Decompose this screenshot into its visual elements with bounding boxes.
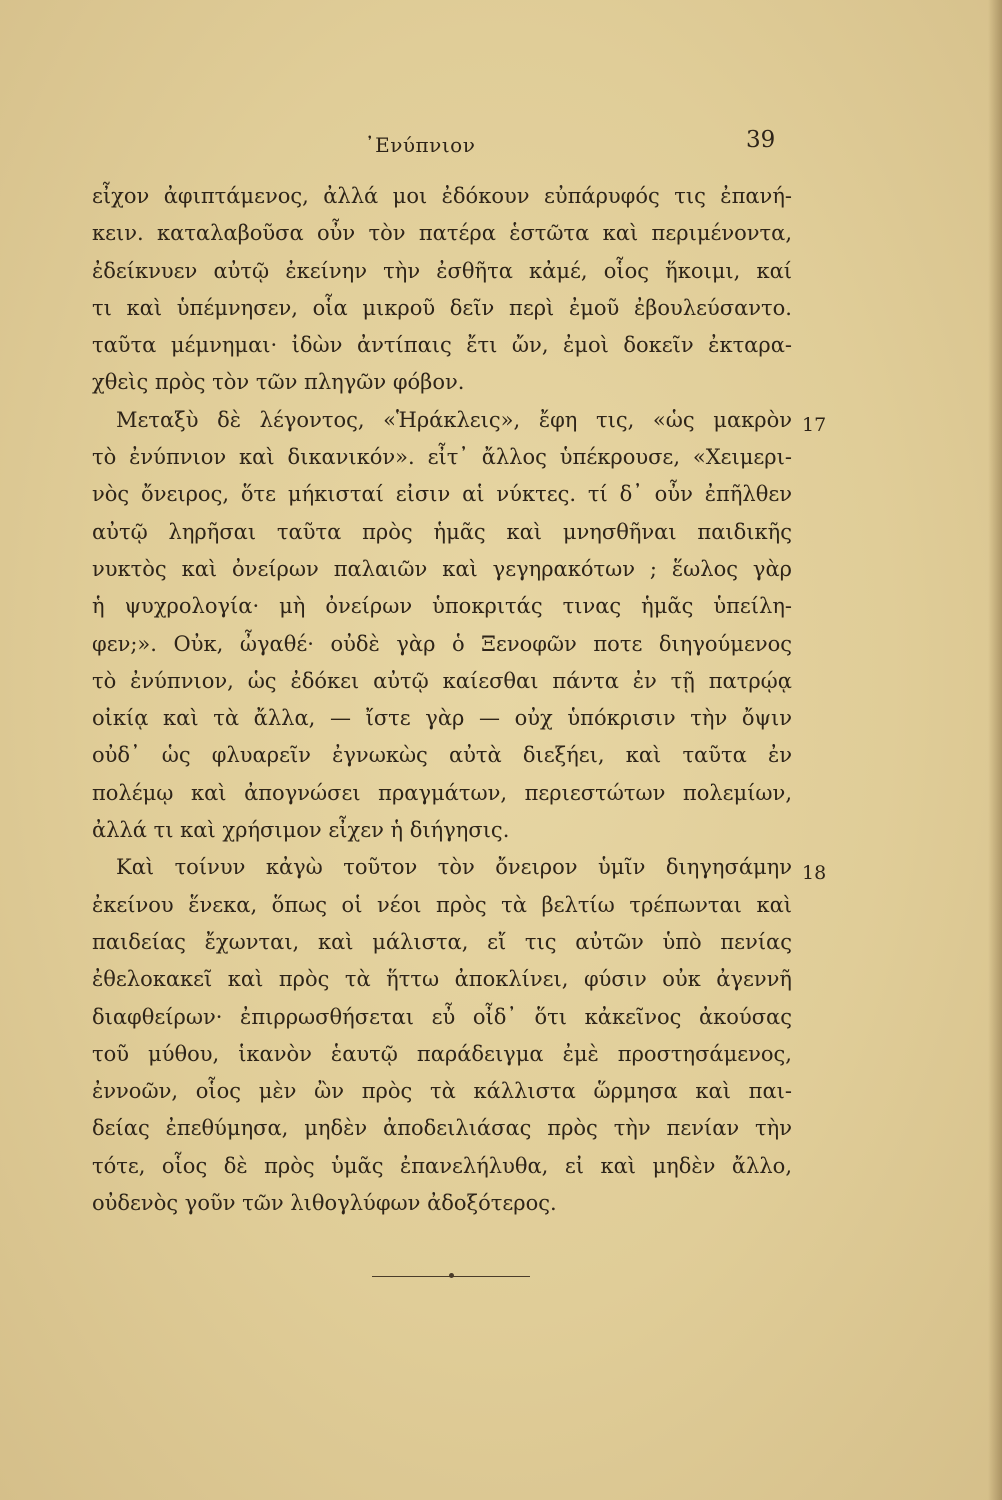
text-line: ἐθελοκακεῖ καὶ πρὸς τὰ ἥττω ἀποκλίνει, φύσιν οὐκ ἀγεννῆ [92,967,792,992]
text-line: Καὶ τοίνυν κἀγὼ τοῦτον τὸν ὄνειρον ὑμῖν διηγησάμην [116,855,792,880]
body-text [92,178,827,1222]
text-line: νὸς ὄνειρος, ὅτε μήκισταί εἰσιν αἱ νύκτες. τί δ᾽ οὖν ἐπῆλθεν [92,482,792,507]
text-line: ταῦτα μέμνημαι· ἰδὼν ἀντίπαις ἔτι ὤν, ἐμοὶ δοκεῖν ἐκταρα- [92,333,792,358]
text-line: τὸ ἐνύπνιον, ὡς ἐδόκει αὐτῷ καίεσθαι πάντα ἐν τῇ πατρῴᾳ [92,668,792,693]
text-line: πολέμῳ καὶ ἀπογνώσει πραγμάτων, περιεστώτων πολεμίων, [92,780,792,805]
text-line: τότε, οἷος δὲ πρὸς ὑμᾶς ἐπανελήλυθα, εἰ καὶ μηδὲν ἄλλο, [92,1153,792,1178]
text-line: χθεὶς πρὸς τὸν τῶν πληγῶν φόβον. [92,370,465,395]
text-line: οἰκίᾳ καὶ τὰ ἄλλα, — ἴστε γὰρ — οὐχ ὑπόκρισιν τὴν ὄψιν [92,706,792,731]
text-line: εἶχον ἀφιπτάμενος, ἀλλά μοι ἐδόκουν εὐπάρυφός τις ἐπανή- [92,184,792,208]
end-rule-ornament [449,1273,454,1278]
running-title: ᾿Ενύπνιον [364,133,476,157]
text-line: φεν;». Οὐκ, ὦγαθέ· οὐδὲ γὰρ ὁ Ξενοφῶν ποτε διηγούμενος [92,631,792,656]
text-line: νυκτὸς καὶ ὀνείρων παλαιῶν καὶ γεγηρακότων ; ἕωλος γὰρ [92,556,792,581]
text-line: διαφθείρων· ἐπιρρωσθήσεται εὖ οἶδ᾽ ὅτι κἀκεῖνος ἀκούσας [92,1004,792,1029]
text-line: ἐκείνου ἕνεκα, ὅπως οἱ νέοι πρὸς τὰ βελτίω τρέπωνται καὶ [92,892,792,917]
text-line: παιδείας ἔχωνται, καὶ μάλιστα, εἴ τις αὐτῶν ὑπὸ πενίας [92,929,792,954]
text-line: τι καὶ ὑπέμνησεν, οἷα μικροῦ δεῖν περὶ ἐμοῦ ἐβουλεύσαντο. [92,295,792,320]
text-line: τὸ ἐνύπνιον καὶ δικανικόν». εἶτ᾽ ἄλλος ὑπέκρουσε, «Χειμερι- [92,445,792,470]
text-line: δείας ἐπεθύμησα, μηδὲν ἀποδειλιάσας πρὸς τὴν πενίαν τὴν [92,1116,792,1141]
page-edge-shadow [988,0,1002,1500]
text-line: αὐτῷ ληρῆσαι ταῦτα πρὸς ἡμᾶς καὶ μνησθῆναι παιδικῆς [92,519,792,544]
text-line: ἀλλά τι καὶ χρήσιμον εἶχεν ἡ διήγησις. [92,818,510,843]
section-number-17: 17 [802,414,827,436]
text-line: οὐδ᾽ ὡς φλυαρεῖν ἐγνωκὼς αὐτὰ διεξήει, καὶ ταῦτα ἐν [92,743,792,768]
text-line: κειν. καταλαβοῦσα οὖν τὸν πατέρα ἑστῶτα καὶ περιμένοντα, [92,221,792,246]
text-line: ἡ ψυχρολογία· μὴ ὀνείρων ὑποκριτάς τινας ἡμᾶς ὑπείλη- [92,594,792,619]
section-number-18: 18 [802,862,827,884]
text-line: ἐννοῶν, οἷος μὲν ὢν πρὸς τὰ κάλλιστα ὥρμησα καὶ παι- [92,1079,792,1104]
text-line: ἐδείκνυεν αὐτῷ ἐκείνην τὴν ἐσθῆτα κἀμέ, οἷος ἥκοιμι, καί [92,258,792,283]
text-line: τοῦ μύθου, ἱκανὸν ἑαυτῷ παράδειγμα ἐμὲ προστησάμενος, [92,1041,792,1066]
page-number: 39 [746,127,776,153]
text-line: Μεταξὺ δὲ λέγοντος, «Ἡράκλεις», ἔφη τις, «ὡς μακρὸν [116,407,792,432]
text-line: οὐδενὸς γοῦν τῶν λιθογλύφων ἀδοξότερος. [92,1191,557,1216]
